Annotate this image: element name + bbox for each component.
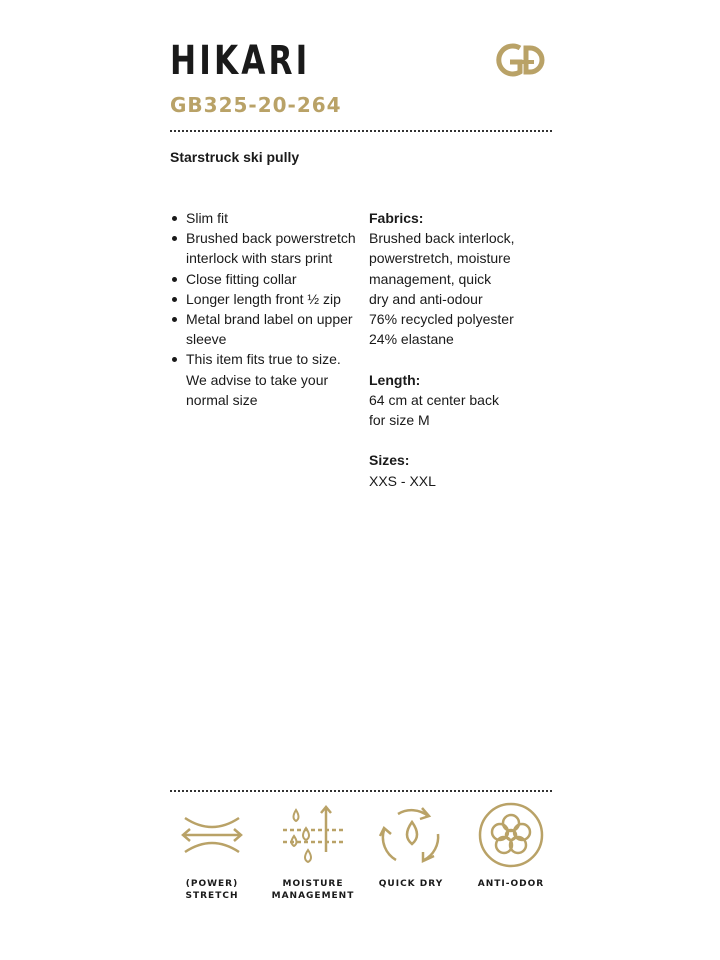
icon-label-line: STRETCH — [185, 891, 239, 901]
list-item: Metal brand label on upper sleeve — [170, 309, 360, 349]
gd-monogram-logo-icon — [490, 40, 554, 80]
fabrics-line: powerstretch, moisture — [369, 250, 511, 267]
fabrics-line: dry and anti-odour — [369, 290, 483, 307]
bottom-divider — [170, 790, 552, 792]
sizes-heading: Sizes: — [369, 452, 410, 469]
fabrics-line: 24% elastane — [369, 331, 454, 348]
anti-odor-icon — [476, 800, 546, 870]
sizes-section — [369, 450, 559, 490]
product-code: GB325-20-264 — [170, 93, 342, 117]
fabrics-line: 76% recycled polyester — [369, 311, 514, 328]
top-divider — [170, 130, 552, 132]
list-item: Longer length front ½ zip — [170, 289, 360, 309]
icon-label-line: QUICK DRY — [378, 879, 444, 889]
list-item: Close fitting collar — [170, 269, 360, 289]
icon-label-line: (POWER) — [185, 879, 239, 889]
product-subtitle: Starstruck ski pully — [170, 149, 300, 165]
icon-label-line: MANAGEMENT — [271, 891, 355, 901]
list-item: Brushed back powerstretch interlock with stars print — [170, 228, 360, 268]
spec-column — [369, 208, 559, 511]
icon-label — [451, 878, 571, 890]
moisture-management-icon — [278, 800, 348, 870]
fabrics-heading: Fabrics: — [369, 210, 424, 226]
icon-label-line: MOISTURE — [282, 879, 344, 889]
quick-dry-icon — [376, 800, 446, 870]
icon-label-line: ANTI-ODOR — [477, 879, 545, 889]
sizes-line: XXS - XXL — [369, 472, 436, 489]
list-item: This item fits true to size. We advise to take your normal size — [170, 349, 360, 410]
fabrics-line: management, quick — [369, 270, 492, 287]
length-line: 64 cm at center back — [369, 391, 499, 408]
fabrics-line: Brushed back interlock, — [369, 230, 515, 247]
list-item: Slim fit — [170, 208, 360, 228]
feature-list — [170, 208, 360, 410]
icon-item — [451, 800, 571, 890]
fabrics-section — [369, 208, 559, 349]
feature-icons-row — [0, 800, 720, 920]
product-title: HIKARI — [170, 38, 311, 84]
power-stretch-icon — [177, 800, 247, 870]
length-line: for size M — [369, 412, 430, 429]
length-heading: Length: — [369, 371, 421, 388]
length-section — [369, 370, 559, 431]
